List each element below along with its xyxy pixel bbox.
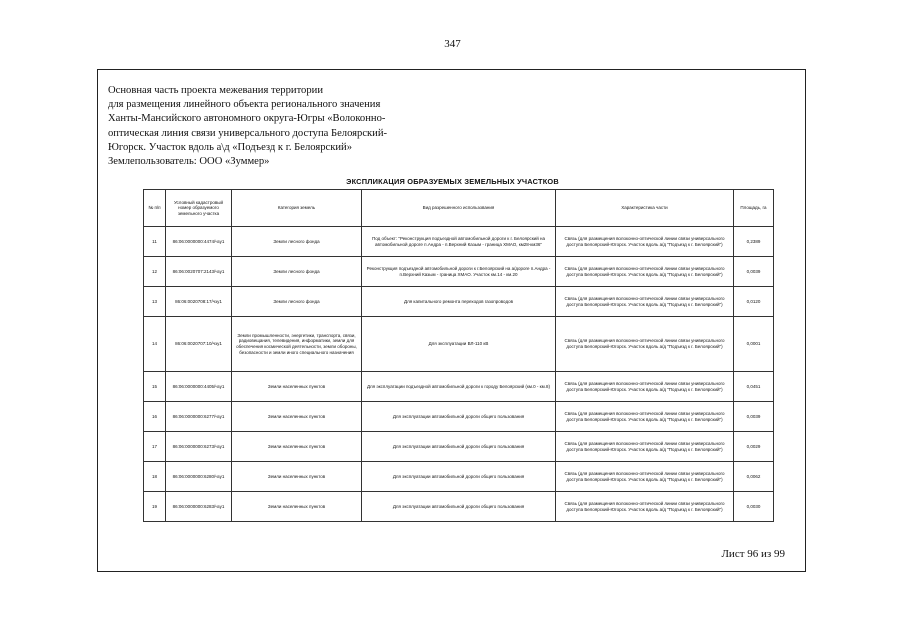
cell-characteristic: Связь (для размещения волоконно-оптической линии связи универсального доступа Белоярский-Югорск. Участок вдоль а/д "Подъезд к г. Белоярский") bbox=[556, 432, 734, 462]
cell-category: Земли лесного фонда bbox=[232, 257, 362, 287]
table-row bbox=[144, 317, 774, 372]
cell-area: 0,2389 bbox=[734, 227, 774, 257]
cell-permitted-use: Под объект: "Реконструкция подъездной автомобильной дороги к г. Белоярский на автомобильной дороге п.Андра - п.Верхний Казым - граница ХМАО, км28-км36" bbox=[362, 227, 556, 257]
cell-number: 12 bbox=[144, 257, 166, 287]
cell-category: Земли населенных пунктов bbox=[232, 492, 362, 522]
cell-cadastral: 86:06:0000000:4474/чзу1 bbox=[166, 227, 232, 257]
cell-number: 16 bbox=[144, 402, 166, 432]
cell-category: Земли населенных пунктов bbox=[232, 462, 362, 492]
cell-number: 11 bbox=[144, 227, 166, 257]
header-line: оптическая линия связи универсального доступа Белоярский- bbox=[108, 127, 388, 139]
column-header-number: № п/п bbox=[144, 190, 166, 227]
header-line: Ханты-Мансийского автономного округа-Югры «Волоконно- bbox=[108, 113, 386, 125]
cell-area: 0,0030 bbox=[734, 492, 774, 522]
header-line: Основная часть проекта межевания территории bbox=[108, 85, 323, 96]
table-row bbox=[144, 257, 774, 287]
cell-number: 14 bbox=[144, 317, 166, 372]
cell-characteristic: Связь (для размещения волоконно-оптической линии связи универсального доступа Белоярский-Югорск. Участок вдоль а/д "Подъезд к г. Белоярский") bbox=[556, 257, 734, 287]
page-number: 347 bbox=[444, 38, 461, 50]
cell-characteristic: Связь (для размещения волоконно-оптической линии связи универсального доступа Белоярский-Югорск. Участок вдоль а/д "Подъезд к г. Белоярский") bbox=[556, 462, 734, 492]
cell-area: 0,0120 bbox=[734, 287, 774, 317]
explication-table bbox=[143, 189, 774, 522]
cell-characteristic: Связь (для размещения волоконно-оптической линии связи универсального доступа Белоярский-Югорск. Участок вдоль а/д "Подъезд к г. Белоярский") bbox=[556, 317, 734, 372]
column-header-cadastral: Условный кадастровый номер образуемого земельного участка bbox=[166, 190, 232, 227]
cell-characteristic: Связь (для размещения волоконно-оптической линии связи универсального доступа Белоярский-Югорск. Участок вдоль а/д "Подъезд к г. Белоярский") bbox=[556, 372, 734, 402]
cell-area: 0,0029 bbox=[734, 432, 774, 462]
cell-number: 15 bbox=[144, 372, 166, 402]
cell-cadastral: 86:06:0020707:10/чзу1 bbox=[166, 317, 232, 372]
cell-permitted-use: Для эксплуатации автомобильной дороги общего пользования bbox=[362, 492, 556, 522]
cell-number: 13 bbox=[144, 287, 166, 317]
cell-cadastral: 86:06:0000000:6283/чзу1 bbox=[166, 492, 232, 522]
table-row bbox=[144, 287, 774, 317]
cell-permitted-use: Для эксплуатации автомобильной дороги общего пользования bbox=[362, 462, 556, 492]
cell-number: 17 bbox=[144, 432, 166, 462]
column-header-area: Площадь, га bbox=[734, 190, 774, 227]
cell-permitted-use: Для эксплуатации автомобильной дороги общего пользования bbox=[362, 402, 556, 432]
cell-characteristic: Связь (для размещения волоконно-оптической линии связи универсального доступа Белоярский-Югорск. Участок вдоль а/д "Подъезд к г. Белоярский") bbox=[556, 287, 734, 317]
cell-cadastral: 86:06:0000000:4405/чзу1 bbox=[166, 372, 232, 402]
header-line: Югорск. Участок вдоль а\д «Подъезд к г. Белоярский» bbox=[108, 141, 352, 153]
column-header-characteristic: Характеристика части bbox=[556, 190, 734, 227]
cell-category: Земли населенных пунктов bbox=[232, 402, 362, 432]
table-row bbox=[144, 492, 774, 522]
cell-category: Земли лесного фонда bbox=[232, 287, 362, 317]
cell-category: Земли лесного фонда bbox=[232, 227, 362, 257]
column-header-category: Категория земель bbox=[232, 190, 362, 227]
table-row bbox=[144, 432, 774, 462]
cell-cadastral: 86:06:0000000:6280/чзу1 bbox=[166, 462, 232, 492]
cell-number: 19 bbox=[144, 492, 166, 522]
cell-category: Земли населенных пунктов bbox=[232, 372, 362, 402]
document-frame bbox=[97, 69, 806, 572]
header-line: Землепользователь: ООО «Зуммер» bbox=[108, 156, 270, 168]
cell-area: 0,0039 bbox=[734, 402, 774, 432]
cell-area: 0,0039 bbox=[734, 257, 774, 287]
cell-cadastral: 86:06:0020708:17/чзу1 bbox=[166, 287, 232, 317]
table-row bbox=[144, 462, 774, 492]
cell-characteristic: Связь (для размещения волоконно-оптической линии связи универсального доступа Белоярский-Югорск. Участок вдоль а/д "Подъезд к г. Белоярский") bbox=[556, 492, 734, 522]
cell-permitted-use: Для капитального ремонта переходов газопроводов bbox=[362, 287, 556, 317]
cell-category: Земли промышленности, энергетики, транспорта, связи, радиовещания, телевидения, информатики, земли для обеспечения космической деятельности, земли обороны, безопасности и земли иного специального назначения bbox=[232, 317, 362, 372]
cell-cadastral: 86:06:0000000:6273/чзу1 bbox=[166, 432, 232, 462]
cell-permitted-use: Для эксплуатации ВЛ-110 кВ bbox=[362, 317, 556, 372]
table-row bbox=[144, 372, 774, 402]
table-header-row bbox=[144, 190, 774, 227]
table-row bbox=[144, 402, 774, 432]
cell-permitted-use: Реконструкция подъездной автомобильной дороги к г.Белоярский на а/дороге п.Андра - п.Верхний Казым - граница ХМАО. Участок км.14 - км.20 bbox=[362, 257, 556, 287]
table-title: ЭКСПЛИКАЦИЯ ОБРАЗУЕМЫХ ЗЕМЕЛЬНЫХ УЧАСТКОВ bbox=[346, 177, 559, 186]
cell-area: 0,0451 bbox=[734, 372, 774, 402]
header-line: для размещения линейного объекта регионального значения bbox=[108, 99, 381, 111]
cell-category: Земли населенных пунктов bbox=[232, 432, 362, 462]
sheet-number: Лист 96 из 99 bbox=[721, 548, 785, 560]
cell-characteristic: Связь (для размещения волоконно-оптической линии связи универсального доступа Белоярский-Югорск. Участок вдоль а/д "Подъезд к г. Белоярский") bbox=[556, 227, 734, 257]
cell-permitted-use: Для эксплуатации автомобильной дороги общего пользования bbox=[362, 432, 556, 462]
document-header bbox=[108, 84, 428, 169]
column-header-permitted-use: Вид разрешенного использования bbox=[362, 190, 556, 227]
cell-characteristic: Связь (для размещения волоконно-оптической линии связи универсального доступа Белоярский-Югорск. Участок вдоль а/д "Подъезд к г. Белоярский") bbox=[556, 402, 734, 432]
cell-area: 0,0001 bbox=[734, 317, 774, 372]
cell-number: 18 bbox=[144, 462, 166, 492]
cell-area: 0,0062 bbox=[734, 462, 774, 492]
table-row bbox=[144, 227, 774, 257]
cell-cadastral: 86:06:0000000:6277/чзу1 bbox=[166, 402, 232, 432]
cell-cadastral: 86:06:0020707:2143/чзу1 bbox=[166, 257, 232, 287]
cell-permitted-use: Для эксплуатации подъездной автомобильной дороги к городу Белоярский (км.0 - км.8) bbox=[362, 372, 556, 402]
